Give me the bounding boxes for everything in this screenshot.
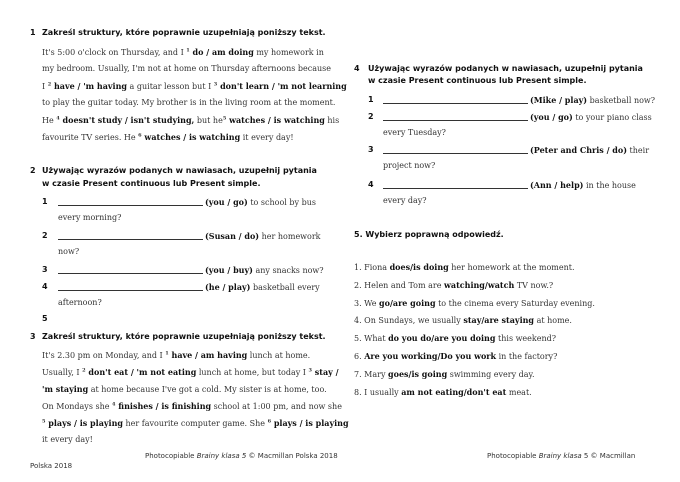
text-segment: this weekend? <box>495 334 557 344</box>
section-4-instruction-line1: Używając wyrazów podanych w nawiasach, uzupełnij pytania <box>368 64 643 73</box>
text-line <box>42 132 294 142</box>
item-continuation: every morning? <box>58 213 122 222</box>
item-number: 1 <box>42 197 48 206</box>
answer-options[interactable]: stay/are staying <box>463 315 535 326</box>
choice-item <box>354 280 553 290</box>
gap-number: 6 <box>138 132 142 139</box>
item-rest: to your piano class <box>572 113 652 122</box>
answer-options[interactable]: do / am doing <box>189 47 254 57</box>
answer-options[interactable]: finishes / is finishing <box>115 401 212 411</box>
text-line <box>42 367 339 377</box>
section-2-extra-number: 5 <box>42 314 48 323</box>
choice-item <box>354 333 556 343</box>
section-5-heading: 5. Wybierz poprawną odpowiedź. <box>354 230 504 239</box>
text-line <box>42 64 331 73</box>
answer-blank[interactable] <box>383 153 528 154</box>
choice-item <box>354 387 532 397</box>
text-segment: 3. We <box>354 298 380 308</box>
choice-item <box>354 298 595 308</box>
item-number: 3 <box>42 265 48 274</box>
gap-number: 4 <box>112 401 116 408</box>
text-segment: 4. On Sundays, we usually <box>354 316 464 326</box>
footer-right-title: Brainy klasa <box>538 452 582 460</box>
text-segment: 2. Helen and Tom are <box>354 280 444 290</box>
item-number: 4 <box>42 282 48 291</box>
answer-blank[interactable] <box>58 205 203 206</box>
text-segment: but he <box>194 116 223 125</box>
text-line <box>42 98 335 107</box>
answer-blank[interactable] <box>383 103 528 104</box>
text-segment: 5. What <box>354 334 389 344</box>
answer-options[interactable]: does/is doing <box>389 262 449 272</box>
item-text <box>530 95 655 105</box>
gap-number: 2 <box>82 367 86 374</box>
item-number: 2 <box>42 231 48 240</box>
text-segment: at home because I've got a cold. My sister is at home, too. <box>88 385 327 394</box>
text-segment: On Mondays she <box>42 402 113 411</box>
text-line <box>42 435 93 444</box>
text-segment: swimming every day. <box>447 369 535 379</box>
choice-item <box>354 262 575 272</box>
text-segment: lunch at home, but today I <box>196 368 309 377</box>
answer-options[interactable]: have / am having <box>168 350 248 360</box>
answer-blank[interactable] <box>58 273 203 274</box>
item-hint: (Mike / play) <box>530 95 588 105</box>
text-line <box>42 401 342 411</box>
item-hint: (Susan / do) <box>205 231 260 241</box>
section-2-instruction-line1: Używając wyrazów podanych w nawiasach, uzupełnij pytania <box>42 166 317 175</box>
text-line <box>42 418 349 428</box>
item-hint: (Peter and Chris / do) <box>530 145 627 155</box>
item-hint: (you / buy) <box>205 265 253 275</box>
item-rest: any snacks now? <box>252 266 324 275</box>
item-number: 2 <box>368 112 374 121</box>
section-1-instruction: Zakreśl struktury, które poprawnie uzupełniają poniższy tekst. <box>42 28 326 37</box>
text-segment: in the factory? <box>496 352 558 361</box>
text-segment: his <box>324 116 340 125</box>
answer-options[interactable]: plays / is playing <box>271 418 349 428</box>
item-hint: (he / play) <box>205 282 251 292</box>
text-segment: to the cinema every Saturday evening. <box>435 298 595 308</box>
answer-blank[interactable] <box>58 239 203 240</box>
answer-options[interactable]: Are you working/Do you work <box>364 351 497 361</box>
footer-left <box>145 452 338 460</box>
text-segment: to play the guitar today. My brother is in the living room at the moment. <box>42 98 336 107</box>
answer-options[interactable]: stay / <box>311 367 339 377</box>
section-3-number: 3 <box>30 332 36 341</box>
item-text <box>530 145 649 155</box>
item-rest: basketball every <box>250 283 320 292</box>
item-hint: (Ann / help) <box>530 180 584 190</box>
item-continuation: every day? <box>383 196 427 205</box>
answer-options[interactable]: do you do/are you doing <box>388 333 496 344</box>
item-text <box>205 282 320 292</box>
text-segment: 6. <box>354 352 365 361</box>
item-continuation: project now? <box>383 161 436 170</box>
item-number: 4 <box>368 180 374 189</box>
gap-number: 4 <box>56 115 60 122</box>
choice-item <box>354 369 535 379</box>
answer-options[interactable]: watching/watch <box>444 279 515 290</box>
item-text <box>205 265 324 275</box>
text-line <box>42 350 310 360</box>
item-rest: to school by bus <box>247 198 316 207</box>
section-4-instruction-line2: w czasie Present continuous lub Present simple. <box>368 76 587 85</box>
answer-blank[interactable] <box>383 188 528 189</box>
text-line <box>42 115 339 125</box>
text-segment: it every day! <box>240 133 294 142</box>
text-segment: It's 5:00 o'clock on Thursday, and I <box>42 48 187 57</box>
item-continuation: now? <box>58 247 80 256</box>
item-rest: their <box>627 146 650 155</box>
answer-options[interactable]: watches / is watching <box>141 132 241 142</box>
footer-left-pre: Photocopiable <box>145 452 197 460</box>
text-segment: her favourite computer game. She <box>122 419 268 428</box>
gap-number: 1 <box>186 47 190 54</box>
item-hint: (you / go) <box>530 112 573 122</box>
answer-options[interactable]: am not eating/don't eat <box>401 386 507 397</box>
choice-item <box>354 315 572 325</box>
text-segment: Usually, I <box>42 368 83 377</box>
item-text <box>205 231 321 241</box>
item-text <box>205 197 316 207</box>
answer-blank[interactable] <box>383 120 528 121</box>
section-2-number: 2 <box>30 166 36 175</box>
choice-item <box>354 351 557 361</box>
text-segment: meat. <box>506 387 532 397</box>
item-number: 3 <box>368 145 374 154</box>
gap-number: 3 <box>308 367 312 374</box>
item-rest: in the house <box>583 181 636 190</box>
gap-number: 5 <box>222 115 227 122</box>
footer-year: Polska 2018 <box>30 462 73 470</box>
answer-options[interactable]: goes/is going <box>388 368 448 379</box>
item-text <box>530 180 636 190</box>
text-line <box>42 81 347 91</box>
footer-left-title: Brainy klasa 5 <box>196 452 247 460</box>
item-rest: her homework <box>259 232 321 241</box>
answer-options[interactable]: watches / is watching <box>226 115 325 125</box>
gap-number: 3 <box>213 81 218 88</box>
text-segment: TV now.? <box>514 280 554 290</box>
item-number: 1 <box>368 95 374 104</box>
gap-number: 5 <box>42 418 46 425</box>
item-continuation: every Tuesday? <box>383 128 446 137</box>
text-segment: a guitar lesson but I <box>127 82 214 91</box>
text-segment: at home. <box>534 316 572 326</box>
item-continuation: afternoon? <box>58 298 102 307</box>
gap-number: 6 <box>267 418 272 425</box>
footer-right-post: 5 © Macmillan <box>581 452 636 460</box>
item-hint: (you / go) <box>205 197 248 207</box>
section-4-number: 4 <box>354 64 360 73</box>
text-segment: It's 2.30 pm on Monday, and I <box>42 351 166 360</box>
text-segment: 7. Mary <box>354 369 389 379</box>
item-text <box>530 112 652 122</box>
text-line <box>42 384 327 394</box>
text-line <box>42 47 324 57</box>
text-segment: 8. I usually <box>354 387 402 397</box>
answer-options[interactable]: plays / is playing <box>45 418 123 428</box>
answer-options[interactable]: have / 'm having <box>51 81 127 91</box>
item-rest: basketball now? <box>587 96 656 105</box>
footer-right-pre: Photocopiable <box>487 452 539 460</box>
text-segment: 1. Fiona <box>354 263 390 272</box>
text-segment: her homework at the moment. <box>448 263 575 272</box>
text-segment: I <box>42 82 48 91</box>
gap-number: 2 <box>47 81 52 88</box>
text-segment: school at 1:00 pm, and now she <box>211 402 342 411</box>
answer-options[interactable]: doesn't study / isn't studying, <box>59 115 195 125</box>
text-segment: favourite TV series. He <box>42 133 139 142</box>
gap-number: 1 <box>165 350 169 357</box>
section-2-instruction-line2: w czasie Present continuous lub Present simple. <box>42 179 261 188</box>
text-segment: my bedroom. Usually, I'm not at home on Thursday afternoons because <box>42 64 331 73</box>
text-segment: it every day! <box>42 435 93 444</box>
text-segment: He <box>42 116 57 125</box>
answer-options[interactable]: don't eat / 'm not eating <box>85 367 197 377</box>
text-segment: my homework in <box>253 48 324 57</box>
text-segment: lunch at home. <box>247 351 311 360</box>
answer-options[interactable]: go/are going <box>379 297 436 308</box>
section-3-instruction: Zakreśl struktury, które poprawnie uzupełniają poniższy tekst. <box>42 332 326 341</box>
footer-right <box>487 452 635 460</box>
answer-options[interactable]: 'm staying <box>42 384 89 394</box>
answer-options[interactable]: don't learn / 'm not learning <box>217 81 347 91</box>
footer-left-post: © Macmillan Polska 2018 <box>246 452 338 460</box>
answer-blank[interactable] <box>58 290 203 291</box>
section-1-number: 1 <box>30 28 36 37</box>
